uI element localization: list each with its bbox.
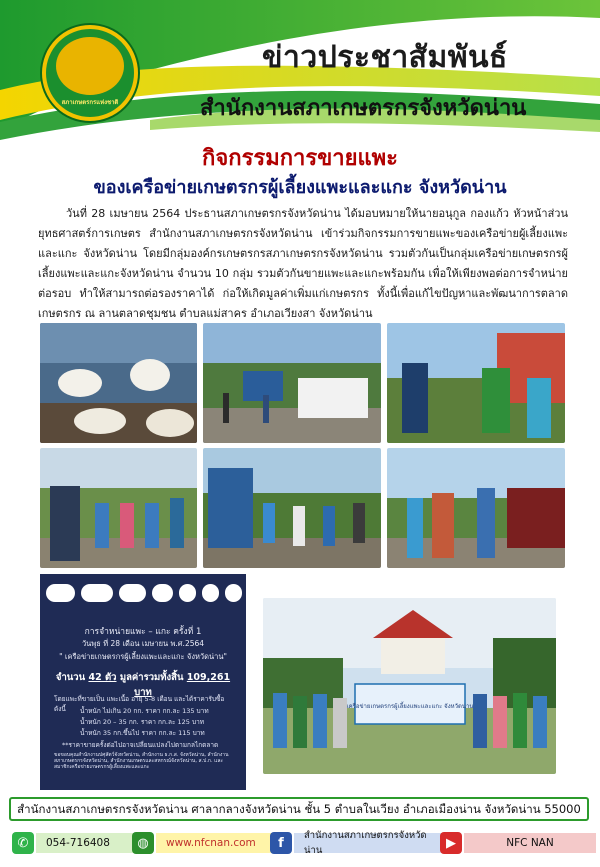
photo-goat-transaction bbox=[387, 448, 565, 568]
photo-truck-loading bbox=[203, 323, 381, 443]
poster-totals: จำนวน 42 ตัว มูลค่ารวมทั้งสิ้น 109,261 บาท bbox=[55, 672, 231, 698]
photo-officials-meeting bbox=[387, 323, 565, 443]
photo-group-listening bbox=[40, 448, 197, 568]
facebook-icon: f bbox=[270, 832, 292, 854]
photo-goats-in-truck bbox=[40, 323, 197, 443]
nfc-logo: สภาเกษตรกรแห่งชาติ bbox=[42, 25, 138, 121]
poster-line3: " เครือข่ายเกษตรกรผู้เลี้ยงแพะและแกะ จังหวัดน่าน" bbox=[59, 652, 227, 661]
contact-website[interactable]: ◍ www.nfcnan.com bbox=[132, 831, 286, 855]
poster-logos bbox=[46, 582, 242, 604]
footer-contacts bbox=[0, 827, 600, 859]
article-subtitle: ของเครือข่ายเกษตรกรผู้เลี้ยงแพะและแกะ จังหวัดน่าน bbox=[93, 177, 507, 198]
address-box: สำนักงานสภาเกษตรกรจังหวัดน่าน ศาลากลางจังหวัดน่าน ชั้น 5 ตำบลในเวียง อำเภอเมืองน่าน จังหวัดน่าน 55000 bbox=[9, 797, 589, 821]
contact-youtube[interactable]: ▶ NFC NAN bbox=[440, 831, 596, 855]
poster-note1: โดยแพะที่ขายเป็น แพะเนื้อ อายุ 5-8 เดือน และได้ราคารับซื้อดังนี้ bbox=[54, 695, 225, 713]
poster-price1: น้ำหนัก ไม่เกิน 20 กก. ราคา กก.ละ 135 บาท bbox=[80, 707, 209, 715]
whatsapp-icon: ✆ bbox=[12, 832, 34, 854]
poster-price3: น้ำหนัก 35 กก.ขึ้นไป ราคา กก.ละ 115 บาท bbox=[80, 729, 205, 737]
poster-price2: น้ำหนัก 20 – 35 กก. ราคา กก.ละ 125 บาท bbox=[80, 718, 205, 726]
photo-crowd-near-truck bbox=[203, 448, 381, 568]
header-title: ข่าวประชาสัมพันธ์ bbox=[262, 40, 508, 75]
photo-group-banner bbox=[263, 598, 556, 774]
poster-line1: การจำหน่ายแพะ – แกะ ครั้งที่ 1 bbox=[84, 627, 202, 637]
youtube-icon: ▶ bbox=[440, 832, 462, 854]
contact-facebook[interactable]: f สำนักงานสภาเกษตรกรจังหวัดน่าน bbox=[270, 831, 442, 855]
article-body: วันที่ 28 เมษายน 2564 ประธานสภาเกษตรกรจังหวัดน่าน ได้มอบหมายให้นายอนุกูล กองแก้ว หัวหน้าส่วนยุทธศาสตร์การเกษตร สำนักงานสภาเกษตรกรจังหวัดน่าน เข้าร่วมกิจกรรมการขายแพะของเครือข่ายผู้เลี้ยงแพะและแกะ จังหวัดน่าน โดยมีกลุ่มองค์กรเกษตรกรสภาเกษตรกรจังหวัดน่าน รวมตัวกันเป็นกลุ่มเครือข่ายเกษตรกรผู้เลี้ยงแพะและแกะจังหวัดน่าน จำนวน 10 กลุ่ม รวมตัวกันขายแพะและแกะพร้อมกัน เพื่อให้เพียงพอต่อการจำหน่ายต่อรอบ ทำให้สามารถต่อรองราคาได้ ก่อให้เกิดมูลค่าเพิ่มแก่เกษตรกร ทั้งนี้เพื่อแก้ไขปัญหาและพัฒนาการตลาดเกษตรกร ณ ลานตลาดชุมชน ตำบลแม่สาคร อำเภอเวียงสา จังหวัดน่าน bbox=[38, 207, 568, 320]
poster-line2: วันพุธ ที่ 28 เดือน เมษายน พ.ศ.2564 bbox=[81, 639, 205, 648]
poster-credit: ขอขอบคุณสำนักงานปศุสัตว์จังหวัดน่าน, สำนักงาน ธ.ก.ส. จังหวัดน่าน, สำนักงานสภาเกษตรกรจังหวัดน่าน, สำนักงานเกษตรและสหกรณ์จังหวัดน่าน, ส.ป.ก. และสมาชิกเครือข่ายเกษตรกรผู้เลี้ยงแพะและแกะ bbox=[54, 752, 229, 770]
contact-phone[interactable]: ✆ 054-716408 bbox=[12, 831, 146, 855]
article-title: กิจกรรมการขายแพะ bbox=[202, 146, 398, 171]
poster-note2: **ราคาขายครั้งต่อไปอาจเปลี่ยนแปลงไปตามกลไกตลาด bbox=[62, 741, 219, 749]
banner-text: เครือข่ายเกษตรกรผู้เลี้ยงแพะและแกะ จังหวัดน่าน bbox=[346, 703, 474, 710]
header-subtitle: สำนักงานสภาเกษตรกรจังหวัดน่าน bbox=[200, 96, 527, 121]
header-banner bbox=[0, 0, 600, 160]
sales-summary-poster bbox=[40, 574, 246, 790]
globe-icon: ◍ bbox=[132, 832, 154, 854]
